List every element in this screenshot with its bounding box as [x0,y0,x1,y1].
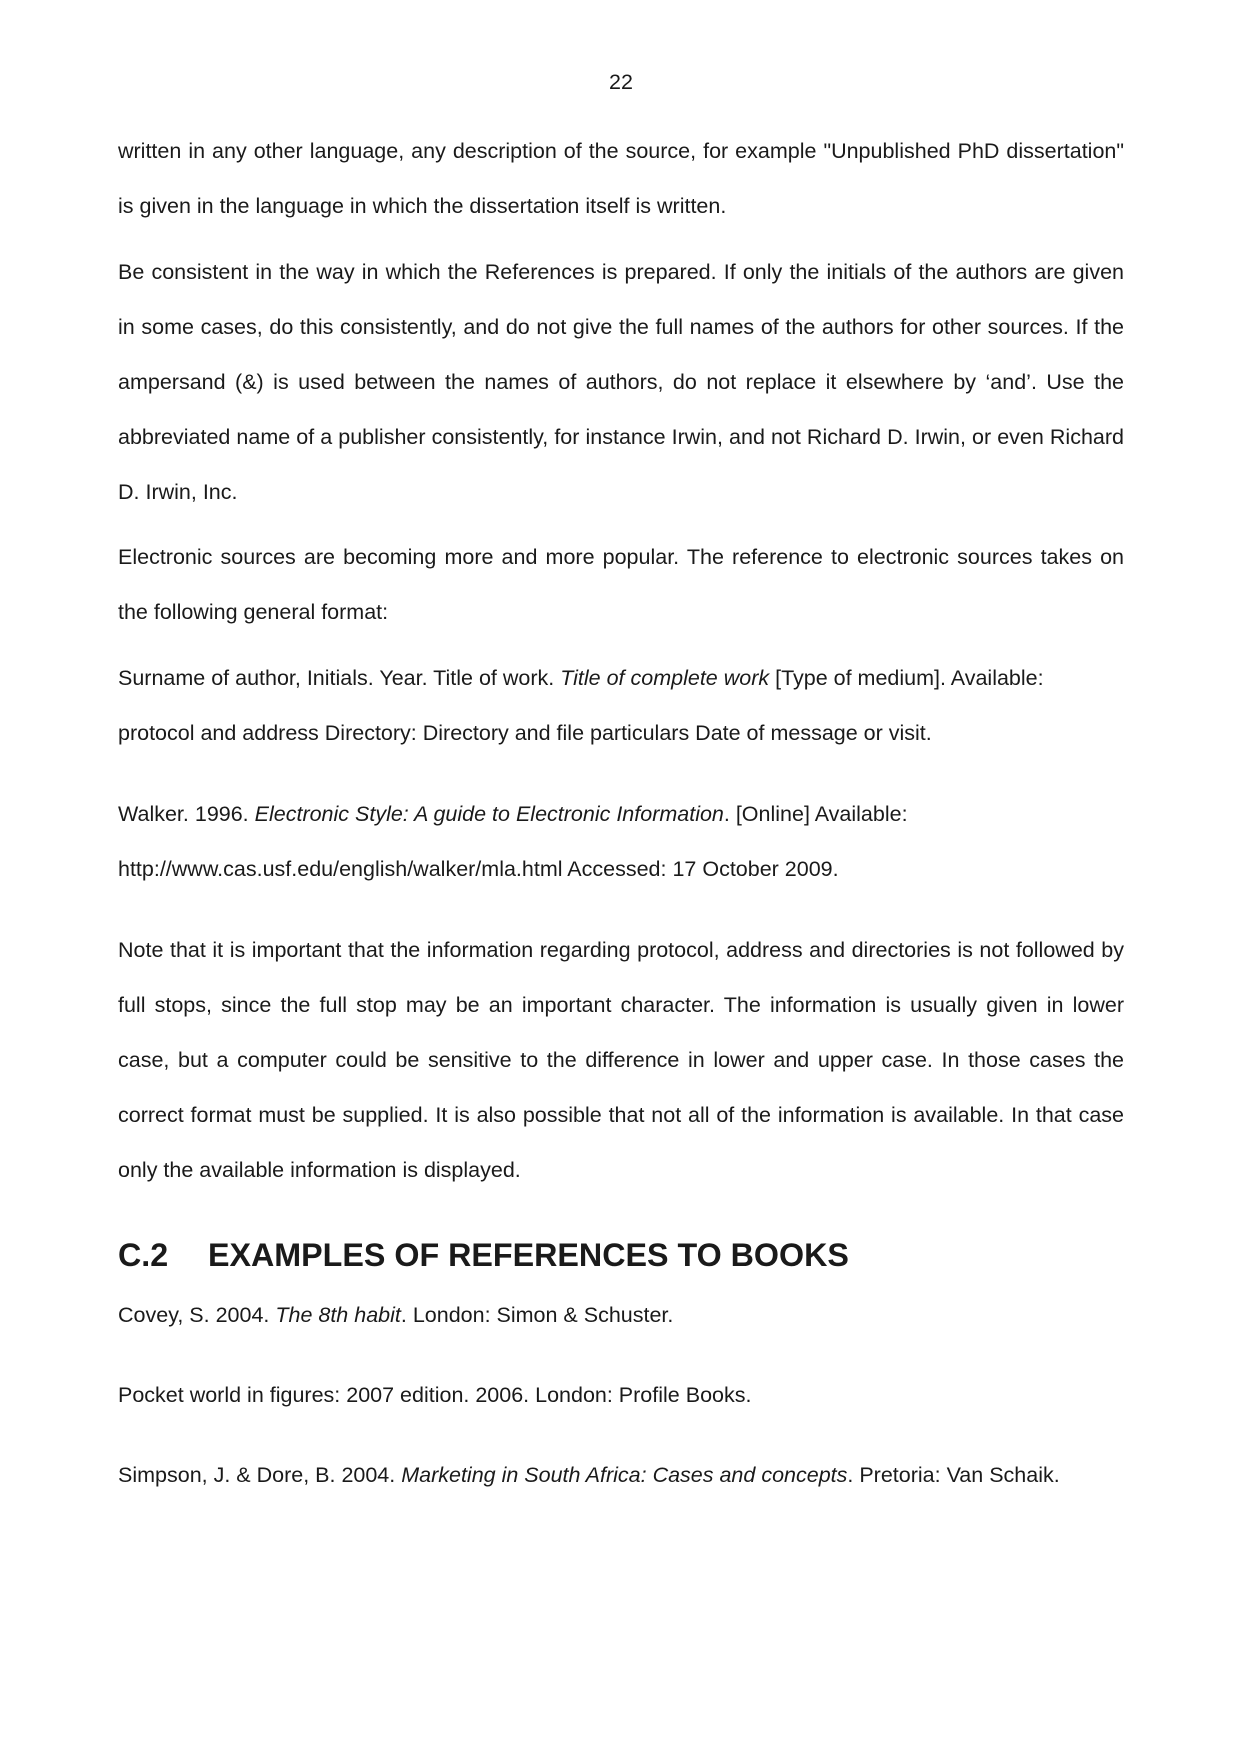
section-number: C.2 [118,1237,169,1273]
paragraph-protocol-note: Note that it is important that the information regarding protocol, address and directories is not followed by full stops, since the full stop may be an important character. The information is usually given in lower case, but a computer could be sensitive to the difference in lower and upper case. In those cases the correct format must be supplied. It is also possible that not all of the information is available. In that case only the available information is displayed. [118,938,1124,1182]
book-reference-covey [118,1288,1124,1343]
reference-text-before: Covey, S. 2004. [118,1303,276,1327]
example-text-italic: Electronic Style: A guide to Electronic Information [254,802,724,826]
electronic-format-template [118,651,1124,761]
example-text-after: . [Online] Available: http://www.cas.usf.edu/english/walker/mla.html Accessed: 17 October 2009. [118,802,908,881]
book-reference-simpson-dore [118,1448,1124,1503]
section-heading [118,1235,1124,1275]
reference-text-after: . London: Simon & Schuster. [400,1303,674,1327]
book-reference-pocket-world [118,1368,1124,1423]
paragraph-electronic-sources: Electronic sources are becoming more and more popular. The reference to electronic sources takes on the following general format: [118,545,1124,624]
format-text-before: Surname of author, Initials. Year. Title of work. [118,666,561,690]
example-text-before: Walker. 1996. [118,802,255,826]
reference-text-before: Simpson, J. & Dore, B. 2004. [118,1463,402,1487]
reference-text-italic: Marketing in South Africa: Cases and concepts [401,1463,848,1487]
page-number: 22 [609,70,633,94]
electronic-example-reference [118,787,1124,897]
paragraph-language-note: written in any other language, any description of the source, for example "Unpublished PhD dissertation" is given in the language in which the dissertation itself is written. [118,139,1124,218]
reference-text-after: . Pretoria: Van Schaik. [847,1463,1060,1487]
section-title: EXAMPLES OF REFERENCES TO BOOKS [208,1237,849,1273]
reference-text-italic: The 8th habit [275,1303,401,1327]
format-text-after: [Type of medium]. Available: protocol and address Directory: Directory and file particulars Date of message or visit. [118,666,1044,745]
reference-text-before: Pocket world in figures: 2007 edition. 2006. London: Profile Books. [118,1383,752,1407]
paragraph-consistency: Be consistent in the way in which the References is prepared. If only the initials of the authors are given in some cases, do this consistently, and do not give the full names of the authors for other sources. If the ampersand (&) is used between the names of authors, do not replace it elsewhere by ‘and’. Use the abbreviated name of a publisher consistently, for instance Irwin, and not Richard D. Irwin, or even Richard D. Irwin, Inc. [118,260,1124,504]
format-text-italic: Title of complete work [560,666,770,690]
